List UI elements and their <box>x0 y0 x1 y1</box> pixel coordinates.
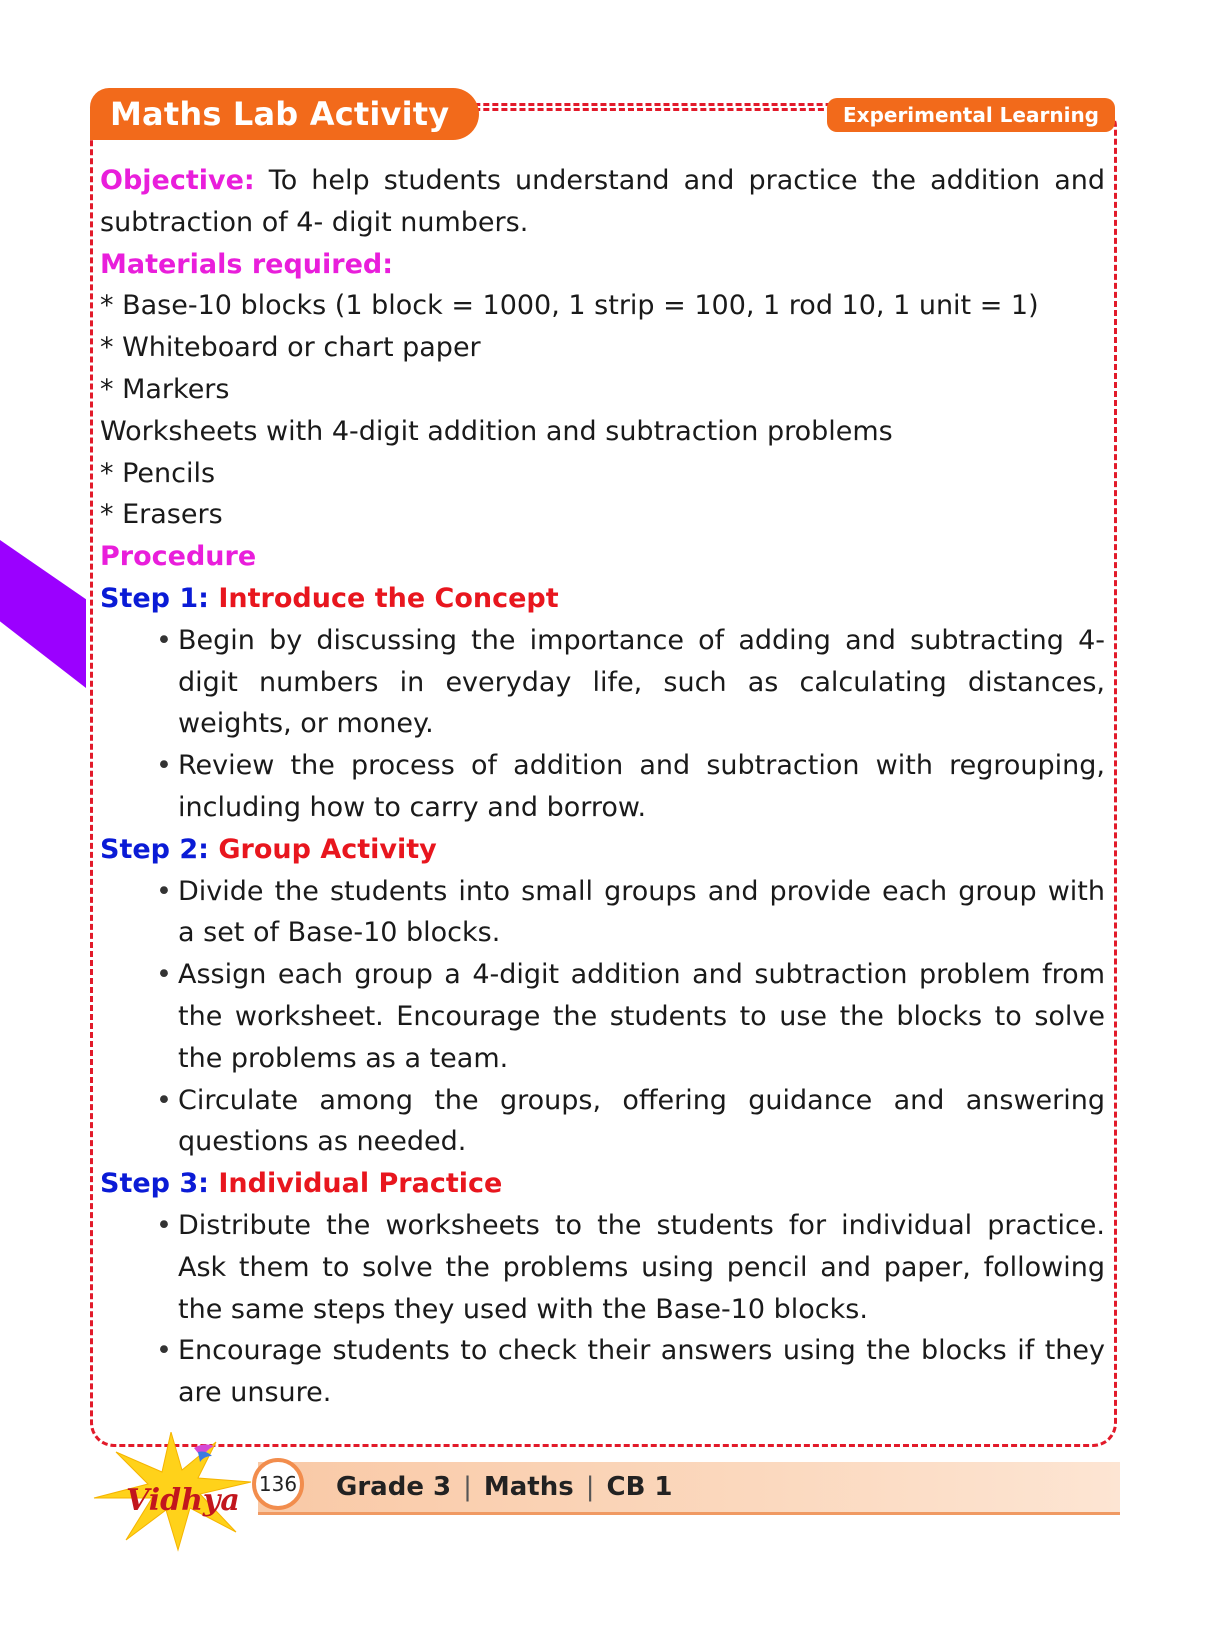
materials-heading: Materials required: <box>100 248 394 280</box>
bullet-item: • Begin by discussing the importance of adding and subtracting 4-digit numbers in everyday life, such as calculating distances, weights, or money. <box>178 620 1105 745</box>
svg-text:Vidhya: Vidhya <box>126 1483 240 1518</box>
step-title: Individual Practice <box>208 1168 503 1200</box>
footer-title <box>336 1466 673 1508</box>
material-item: * Whiteboard or chart paper <box>100 332 481 364</box>
objective-label: Objective: <box>100 165 255 196</box>
footer-separator: | <box>463 1472 472 1502</box>
objective-text: To help students understand and practice the addition and subtraction of 4- digit numbers. <box>100 165 1105 238</box>
material-item: * Base-10 blocks (1 block = 1000, 1 strip = 100, 1 rod 10, 1 unit = 1) <box>100 290 1039 322</box>
side-tab-decoration <box>0 540 86 688</box>
step-bullets <box>100 1205 1105 1414</box>
material-item: * Markers <box>100 373 230 405</box>
step-bullets <box>100 871 1105 1164</box>
step-label: Step 1: <box>100 582 209 614</box>
bullet-item: • Distribute the worksheets to the students for individual practice. Ask them to solve the problems using pencil and paper, following the same steps they used with the Base-10 blocks. <box>178 1205 1105 1330</box>
step-bullets <box>100 620 1105 829</box>
footer-grade: Grade 3 <box>336 1472 452 1502</box>
bullet-item: • Divide the students into small groups and provide each group with a set of Base-10 blocks. <box>178 871 1105 955</box>
page-number: 136 <box>252 1458 304 1510</box>
activity-content <box>100 160 1105 1414</box>
footer-separator: | <box>585 1472 595 1502</box>
footer-subject: Maths <box>483 1472 574 1502</box>
header-dashed-line <box>420 108 842 111</box>
step-title: Group Activity <box>208 833 437 865</box>
experimental-learning-tag: Experimental Learning <box>827 98 1115 132</box>
footer-book: CB 1 <box>606 1472 673 1502</box>
step-heading <box>100 829 1105 871</box>
bullet-item: • Assign each group a 4-digit addition and subtraction problem from the worksheet. Encourage the students to use the blocks to solve the problems as a team. <box>178 954 1105 1079</box>
step-heading <box>100 1163 1105 1205</box>
step-heading <box>100 578 1105 620</box>
procedure-heading: Procedure <box>100 541 257 573</box>
objective-paragraph <box>100 160 1105 244</box>
step-title: Introduce the Concept <box>208 582 559 614</box>
material-item: * Erasers <box>100 499 223 531</box>
step-label: Step 3: <box>100 1168 209 1200</box>
bullet-item: • Circulate among the groups, offering guidance and answering questions as needed. <box>178 1080 1105 1164</box>
bullet-item: • Encourage students to check their answers using the blocks if they are unsure. <box>178 1330 1105 1414</box>
material-item: Worksheets with 4-digit addition and subtraction problems <box>100 415 893 447</box>
step-label: Step 2: <box>100 833 209 865</box>
material-item: * Pencils <box>100 457 216 489</box>
bullet-item: • Review the process of addition and subtraction with regrouping, including how to carry and borrow. <box>178 745 1105 829</box>
vidhya-logo <box>86 1432 256 1552</box>
activity-title: Maths Lab Activity <box>90 88 479 140</box>
